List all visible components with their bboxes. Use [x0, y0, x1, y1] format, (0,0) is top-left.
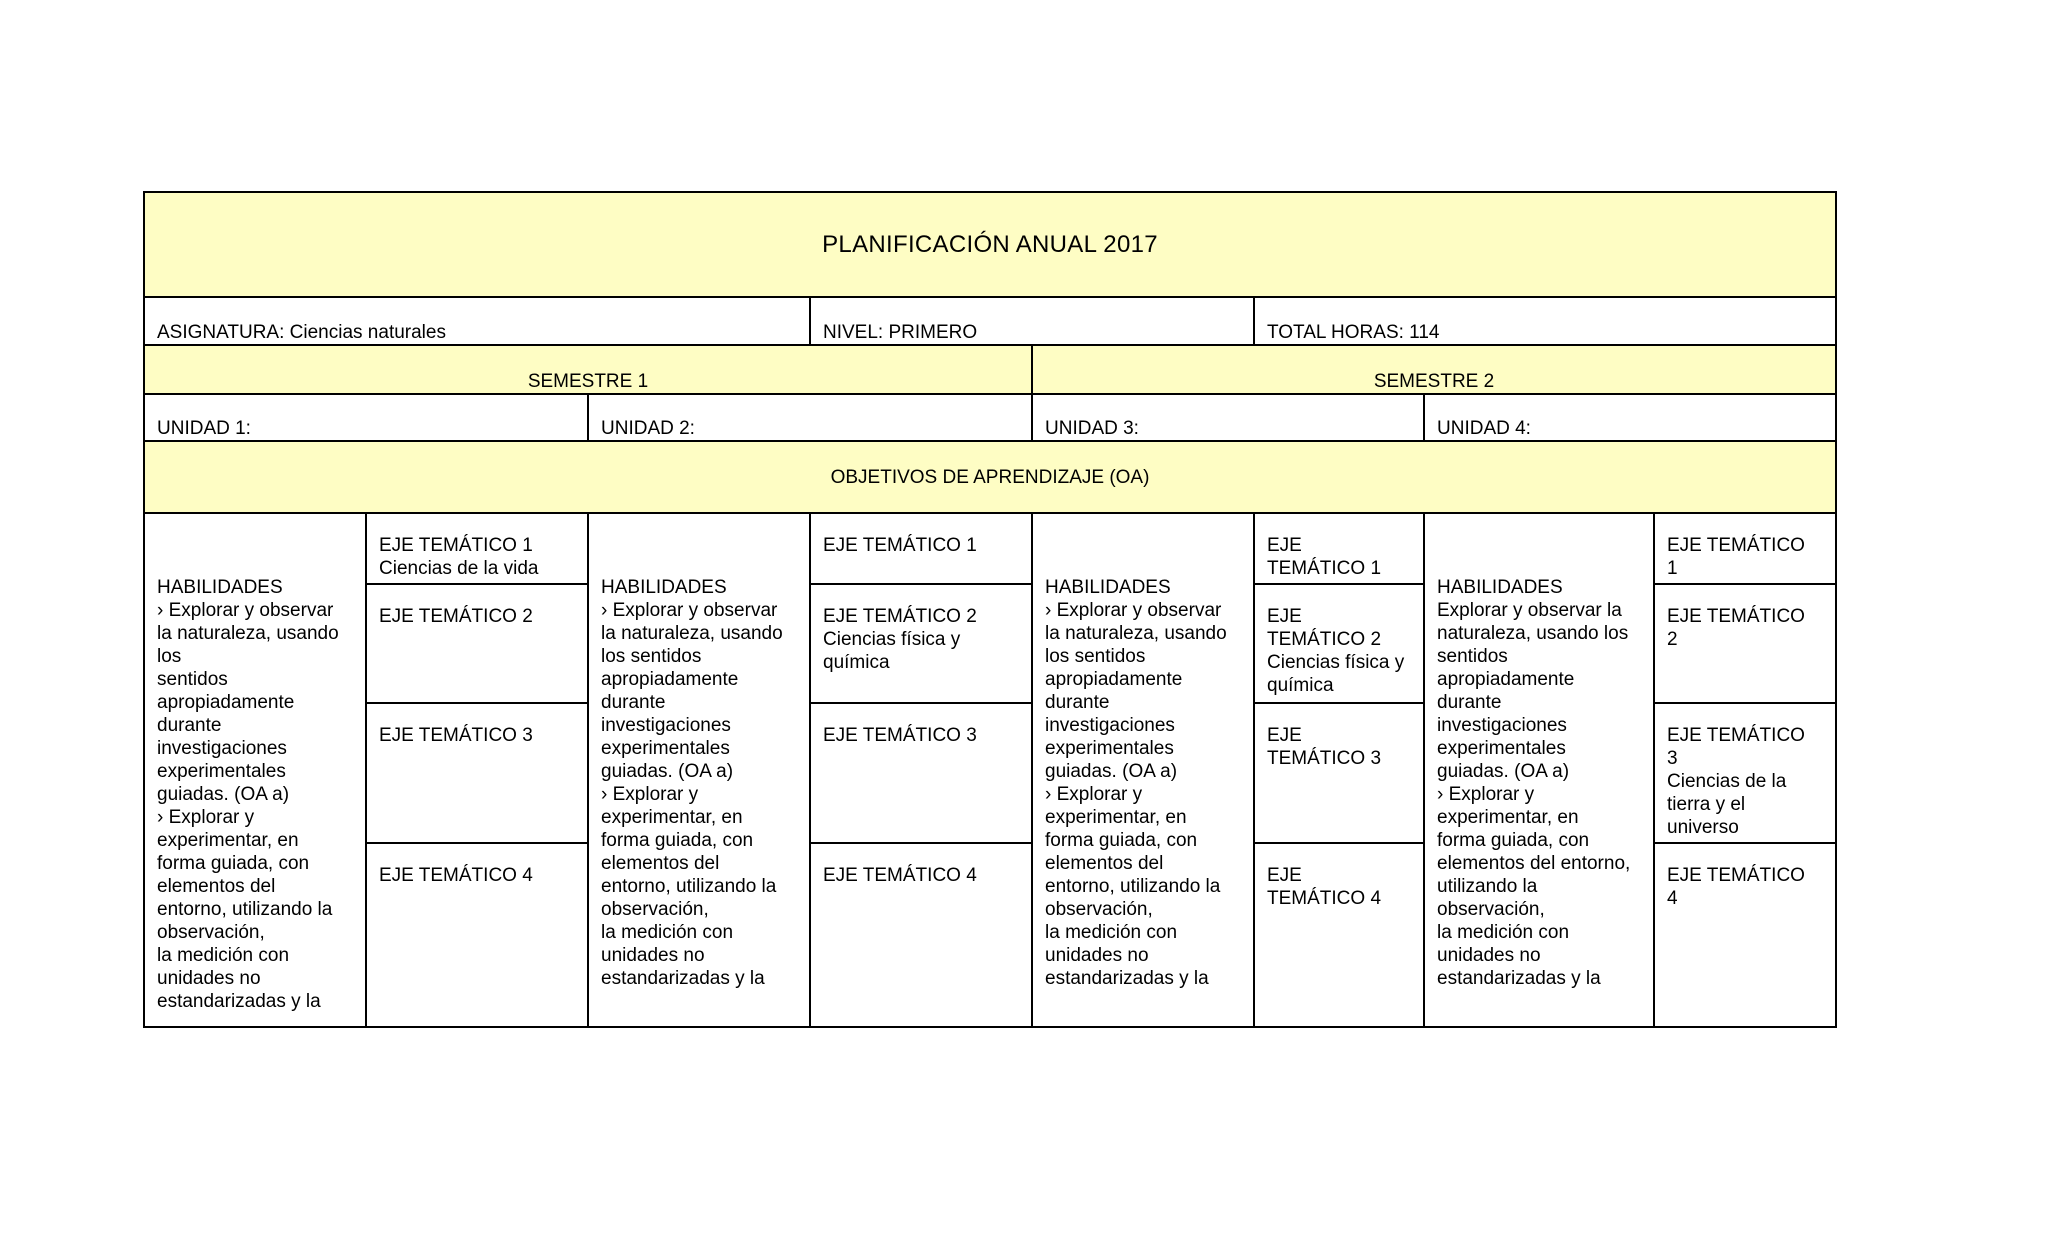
eje-u3-2: EJE TEMÁTICO 2 Ciencias física y química	[1254, 584, 1424, 703]
habilidades-unit-3: HABILIDADES › Explorar y observar la naturaleza, usando los sentidos apropiadamente durante investigaciones experimentales guiadas. (OA a) › Explorar y experimentar, en forma guiada, con elementos del entorno, utilizando la observación, la medición con unidades no estandarizadas y la	[1032, 513, 1254, 1027]
eje-u4-2: EJE TEMÁTICO 2	[1654, 584, 1836, 703]
annual-plan-table	[143, 191, 1837, 1028]
habilidades-unit-2: HABILIDADES › Explorar y observar la naturaleza, usando los sentidos apropiadamente durante investigaciones experimentales guiadas. (OA a) › Explorar y experimentar, en forma guiada, con elementos del entorno, utilizando la observación, la medición con unidades no estandarizadas y la	[588, 513, 810, 1027]
eje-u2-3: EJE TEMÁTICO 3	[810, 703, 1032, 843]
asignatura-cell: ASIGNATURA: Ciencias naturales	[144, 297, 810, 345]
eje-u3-1: EJE TEMÁTICO 1	[1254, 513, 1424, 584]
eje-u4-3: EJE TEMÁTICO 3 Ciencias de la tierra y el universo	[1654, 703, 1836, 843]
unit-1-cell: UNIDAD 1:	[144, 394, 588, 441]
habilidades-unit-4: HABILIDADES Explorar y observar la naturaleza, usando los sentidos apropiadamente durante investigaciones experimentales guiadas. (OA a) › Explorar y experimentar, en forma guiada, con elementos del entorno, utilizando la observación, la medición con unidades no estandarizadas y la	[1424, 513, 1654, 1027]
eje-u2-1: EJE TEMÁTICO 1	[810, 513, 1032, 584]
page-title: PLANIFICACIÓN ANUAL 2017	[144, 192, 1836, 297]
eje-u4-4: EJE TEMÁTICO 4	[1654, 843, 1836, 1027]
eje-u1-2: EJE TEMÁTICO 2	[366, 584, 588, 703]
semester-1-header: SEMESTRE 1	[144, 345, 1032, 394]
eje-u1-1: EJE TEMÁTICO 1 Ciencias de la vida	[366, 513, 588, 584]
total-horas-cell: TOTAL HORAS: 114	[1254, 297, 1836, 345]
unit-2-cell: UNIDAD 2:	[588, 394, 1032, 441]
eje-u2-4: EJE TEMÁTICO 4	[810, 843, 1032, 1027]
nivel-cell: NIVEL: PRIMERO	[810, 297, 1254, 345]
eje-u1-4: EJE TEMÁTICO 4	[366, 843, 588, 1027]
eje-u3-4: EJE TEMÁTICO 4	[1254, 843, 1424, 1027]
semester-2-header: SEMESTRE 2	[1032, 345, 1836, 394]
eje-u4-1: EJE TEMÁTICO 1	[1654, 513, 1836, 584]
unit-4-cell: UNIDAD 4:	[1424, 394, 1836, 441]
eje-u1-3: EJE TEMÁTICO 3	[366, 703, 588, 843]
unit-3-cell: UNIDAD 3:	[1032, 394, 1424, 441]
oa-header: OBJETIVOS DE APRENDIZAJE (OA)	[144, 441, 1836, 513]
habilidades-unit-1: HABILIDADES › Explorar y observar la naturaleza, usando los sentidos apropiadamente durante investigaciones experimentales guiadas. (OA a) › Explorar y experimentar, en forma guiada, con elementos del entorno, utilizando la observación, la medición con unidades no estandarizadas y la	[144, 513, 366, 1027]
eje-u3-3: EJE TEMÁTICO 3	[1254, 703, 1424, 843]
eje-u2-2: EJE TEMÁTICO 2 Ciencias física y química	[810, 584, 1032, 703]
